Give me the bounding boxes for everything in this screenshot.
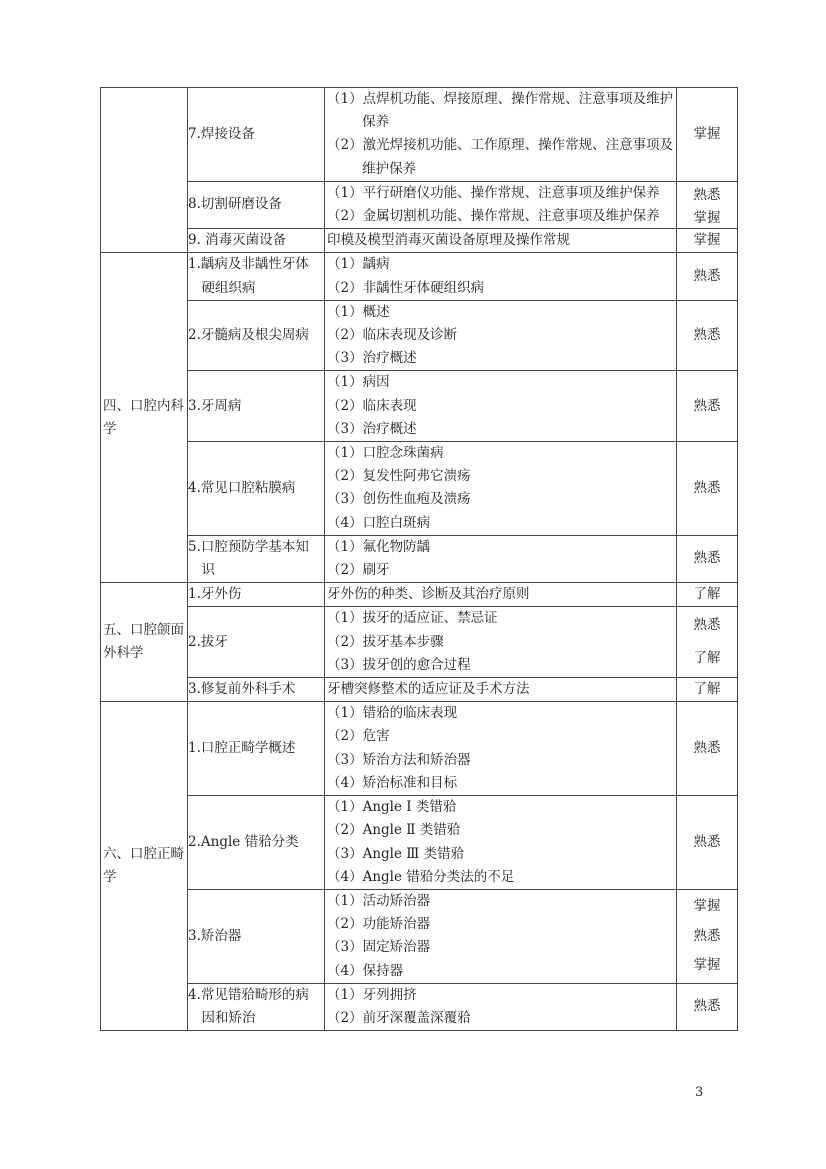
topic-content [325,983,677,1030]
page-number: 3 [695,1085,704,1100]
content-item: 印模及模型消毒灭菌设备原理及操作常规 [327,232,570,249]
level-label: 了解 [693,681,721,698]
level-label: 掌握 [693,232,721,249]
topic-content [325,607,677,678]
topic-content [325,181,677,228]
topic-content [325,796,677,890]
content-item: （2）临床表现及诊断 [327,327,458,344]
level-label: 熟悉 [693,740,721,757]
content-item: （2）激光焊接机功能、工作原理、操作常规、注意事项及维护保养 [327,137,674,177]
topic-name: 1.龋病及非龋性牙体硬组织病 [188,253,325,300]
table-row [101,181,738,228]
topic-name: 8.切割研磨设备 [188,181,325,228]
topic-name: 9. 消毒灭菌设备 [188,229,325,253]
table-row [101,583,738,607]
content-item: （2）临床表现 [327,397,417,414]
topic-content [325,583,677,607]
content-item: （4）Angle 错𬌗分类法的不足 [327,868,515,885]
content-item: （4）保持器 [327,962,404,979]
topic-content [325,442,677,536]
syllabus-table [100,87,738,1031]
table-row [101,253,738,300]
topic-name: 4.常见错𬌗畸形的病因和矫治 [188,983,325,1030]
level-label: 掌握 [693,898,721,915]
topic-name: 4.常见口腔粘膜病 [188,442,325,536]
level-label: 熟悉 [693,833,721,850]
topic-content [325,535,677,582]
content-item: （3）矫治方法和矫治器 [327,751,471,768]
table-row [101,678,738,702]
topic-name: 1.口腔正畸学概述 [188,702,325,796]
topic-name: 3.牙周病 [188,371,325,442]
content-item: 牙外伤的种类、诊断及其治疗原则 [327,586,530,603]
content-item: （2）复发性阿弗它溃疡 [327,468,471,485]
requirement-level [677,88,738,182]
level-label: 熟悉 [693,187,721,204]
content-item: （3）拔牙创的愈合过程 [327,656,471,673]
requirement-level [677,678,738,702]
table-row [101,229,738,253]
level-label: 熟悉 [693,927,721,944]
requirement-level [677,702,738,796]
topic-content [325,88,677,182]
content-item: （4）矫治标准和目标 [327,774,458,791]
table-row [101,88,738,182]
content-item: （1）点焊机功能、焊接原理、操作常规、注意事项及维护保养 [327,91,674,131]
content-item: （2）Angle Ⅱ 类错𬌗 [327,822,461,839]
topic-content [325,229,677,253]
content-item: （1）氟化物防龋 [327,538,431,555]
level-label: 掌握 [693,125,721,142]
requirement-level [677,983,738,1030]
content-item: （4）口腔白斑病 [327,514,431,531]
level-label: 熟悉 [693,479,721,496]
content-item: （2）拔牙基本步骤 [327,633,444,650]
requirement-level [677,229,738,253]
table-row [101,535,738,582]
section-name: 六、口腔正畸学 [101,702,188,1031]
level-label: 掌握 [693,210,721,227]
level-label: 熟悉 [693,397,721,414]
level-label: 熟悉 [693,998,721,1015]
content-item: 牙槽突修整术的适应证及手术方法 [327,681,530,698]
section-name [101,88,188,253]
requirement-level [677,889,738,983]
topic-name: 3.矫治器 [188,889,325,983]
requirement-level [677,535,738,582]
level-label: 了解 [693,650,721,667]
topic-content [325,678,677,702]
content-item: （3）治疗概述 [327,420,417,437]
content-item: （2）前牙深覆盖深覆𬌗 [327,1009,471,1026]
topic-content [325,889,677,983]
content-item: （1）病因 [327,374,390,391]
topic-name: 2.拔牙 [188,607,325,678]
content-item: （1）Angle Ⅰ 类错𬌗 [327,799,457,816]
content-item: （2）非龋性牙体硬组织病 [327,279,485,296]
content-item: （1）拔牙的适应证、禁忌证 [327,610,498,627]
level-label: 熟悉 [693,268,721,285]
level-label: 熟悉 [693,327,721,344]
level-label: 熟悉 [693,617,721,634]
topic-content [325,300,677,371]
content-item: （1）活动矫治器 [327,892,431,909]
content-item: （3）治疗概述 [327,350,417,367]
requirement-level [677,181,738,228]
section-name: 四、口腔内科学 [101,253,188,583]
table-row [101,702,738,796]
content-item: （2）刷牙 [327,562,390,579]
topic-content [325,702,677,796]
table-row [101,983,738,1030]
section-name: 五、口腔颌面外科学 [101,583,188,702]
table-row [101,889,738,983]
content-item: （3）Angle Ⅲ 类错𬌗 [327,845,465,862]
content-item: （2）功能矫治器 [327,916,431,933]
topic-name: 2.Angle 错𬌗分类 [188,796,325,890]
level-label: 熟悉 [693,550,721,567]
requirement-level [677,253,738,300]
table-row [101,442,738,536]
requirement-level [677,300,738,371]
content-item: （1）平行研磨仪功能、操作常规、注意事项及维护保养 [327,184,660,201]
content-item: （2）金属切割机功能、操作常规、注意事项及维护保养 [327,208,660,225]
requirement-level [677,442,738,536]
content-item: （1）概述 [327,303,390,320]
table-row [101,796,738,890]
content-item: （2）危害 [327,728,390,745]
level-label: 掌握 [693,957,721,974]
topic-name: 2.牙髓病及根尖周病 [188,300,325,371]
requirement-level [677,796,738,890]
table-row [101,607,738,678]
topic-name: 7.焊接设备 [188,88,325,182]
topic-name: 5.口腔预防学基本知识 [188,535,325,582]
content-item: （1）错𬌗的临床表现 [327,705,458,722]
requirement-level [677,607,738,678]
content-item: （3）固定矫治器 [327,939,431,956]
content-item: （3）创伤性血疱及溃疡 [327,491,471,508]
content-item: （1）龋病 [327,256,390,273]
topic-content [325,253,677,300]
table-row [101,371,738,442]
content-item: （1）牙列拥挤 [327,986,417,1003]
topic-name: 1.牙外伤 [188,583,325,607]
topic-content [325,371,677,442]
level-label: 了解 [693,586,721,603]
table-row [101,300,738,371]
content-item: （1）口腔念珠菌病 [327,445,444,462]
topic-name: 3.修复前外科手术 [188,678,325,702]
requirement-level [677,371,738,442]
requirement-level [677,583,738,607]
